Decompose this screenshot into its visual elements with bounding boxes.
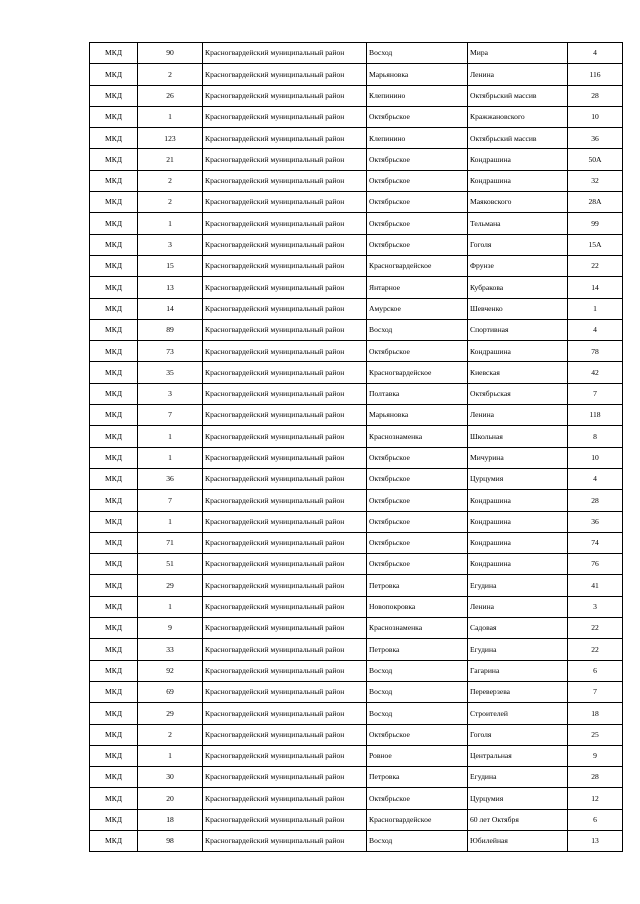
table-row — [90, 341, 623, 362]
settlement-cell: Октябрьское — [367, 511, 468, 532]
settlement-cell: Петровка — [367, 639, 468, 660]
table-row — [90, 447, 623, 468]
district-cell: Красногвардейский муниципальный район — [203, 788, 367, 809]
object-type-cell: МКД — [90, 405, 138, 426]
district-cell: Красногвардейский муниципальный район — [203, 575, 367, 596]
house-number-cell: 4 — [568, 468, 623, 489]
table-row — [90, 724, 623, 745]
object-type-cell: МКД — [90, 170, 138, 191]
settlement-cell: Октябрьское — [367, 447, 468, 468]
number-cell: 35 — [138, 362, 203, 383]
settlement-cell: Восход — [367, 319, 468, 340]
settlement-cell: Октябрьское — [367, 490, 468, 511]
street-cell: Тельмана — [468, 213, 568, 234]
settlement-cell: Ровное — [367, 745, 468, 766]
house-number-cell: 28А — [568, 192, 623, 213]
object-type-cell: МКД — [90, 128, 138, 149]
house-number-cell: 25 — [568, 724, 623, 745]
district-cell: Красногвардейский муниципальный район — [203, 170, 367, 191]
number-cell: 21 — [138, 149, 203, 170]
settlement-cell: Марьяновка — [367, 405, 468, 426]
number-cell: 36 — [138, 468, 203, 489]
number-cell: 90 — [138, 43, 203, 64]
object-type-cell: МКД — [90, 511, 138, 532]
object-type-cell: МКД — [90, 532, 138, 553]
house-number-cell: 76 — [568, 554, 623, 575]
house-number-cell: 99 — [568, 213, 623, 234]
object-type-cell: МКД — [90, 618, 138, 639]
house-number-cell: 14 — [568, 277, 623, 298]
street-cell: Кондрашина — [468, 149, 568, 170]
street-cell: Цурцумия — [468, 468, 568, 489]
district-cell: Красногвардейский муниципальный район — [203, 554, 367, 575]
object-type-cell: МКД — [90, 490, 138, 511]
table-row — [90, 234, 623, 255]
number-cell: 29 — [138, 575, 203, 596]
number-cell: 26 — [138, 85, 203, 106]
street-cell: Кондрашина — [468, 170, 568, 191]
settlement-cell: Марьяновка — [367, 64, 468, 85]
street-cell: Егудина — [468, 575, 568, 596]
settlement-cell: Октябрьское — [367, 213, 468, 234]
object-type-cell: МКД — [90, 575, 138, 596]
object-type-cell: МКД — [90, 447, 138, 468]
number-cell: 123 — [138, 128, 203, 149]
number-cell: 18 — [138, 809, 203, 830]
house-number-cell: 13 — [568, 830, 623, 851]
number-cell: 98 — [138, 830, 203, 851]
object-type-cell: МКД — [90, 64, 138, 85]
table-row — [90, 809, 623, 830]
house-number-cell: 36 — [568, 128, 623, 149]
house-number-cell: 28 — [568, 490, 623, 511]
number-cell: 1 — [138, 106, 203, 127]
object-type-cell: МКД — [90, 660, 138, 681]
district-cell: Красногвардейский муниципальный район — [203, 85, 367, 106]
settlement-cell: Восход — [367, 830, 468, 851]
address-table — [89, 42, 623, 852]
settlement-cell: Октябрьское — [367, 234, 468, 255]
settlement-cell: Новопокровка — [367, 596, 468, 617]
number-cell: 1 — [138, 447, 203, 468]
street-cell: Фрунзе — [468, 255, 568, 276]
district-cell: Красногвардейский муниципальный район — [203, 213, 367, 234]
table-row — [90, 767, 623, 788]
table-row — [90, 745, 623, 766]
number-cell: 69 — [138, 681, 203, 702]
table-row — [90, 106, 623, 127]
district-cell: Красногвардейский муниципальный район — [203, 192, 367, 213]
street-cell: Ленина — [468, 405, 568, 426]
number-cell: 1 — [138, 213, 203, 234]
table-row — [90, 170, 623, 191]
settlement-cell: Красногвардейское — [367, 362, 468, 383]
street-cell: Егудина — [468, 767, 568, 788]
table-row — [90, 405, 623, 426]
house-number-cell: 4 — [568, 43, 623, 64]
district-cell: Красногвардейский муниципальный район — [203, 319, 367, 340]
settlement-cell: Красногвардейское — [367, 809, 468, 830]
house-number-cell: 18 — [568, 703, 623, 724]
house-number-cell: 32 — [568, 170, 623, 191]
settlement-cell: Октябрьское — [367, 106, 468, 127]
number-cell: 73 — [138, 341, 203, 362]
table-row — [90, 575, 623, 596]
settlement-cell: Клепинино — [367, 85, 468, 106]
settlement-cell: Петровка — [367, 575, 468, 596]
house-number-cell: 8 — [568, 426, 623, 447]
house-number-cell: 22 — [568, 639, 623, 660]
object-type-cell: МКД — [90, 149, 138, 170]
district-cell: Красногвардейский муниципальный район — [203, 468, 367, 489]
settlement-cell: Октябрьское — [367, 724, 468, 745]
settlement-cell: Октябрьское — [367, 192, 468, 213]
number-cell: 1 — [138, 745, 203, 766]
object-type-cell: МКД — [90, 554, 138, 575]
street-cell: Юбилейная — [468, 830, 568, 851]
house-number-cell: 7 — [568, 681, 623, 702]
house-number-cell: 74 — [568, 532, 623, 553]
object-type-cell: МКД — [90, 383, 138, 404]
table-row — [90, 213, 623, 234]
street-cell: Спортивная — [468, 319, 568, 340]
object-type-cell: МКД — [90, 788, 138, 809]
number-cell: 14 — [138, 298, 203, 319]
number-cell: 3 — [138, 234, 203, 255]
object-type-cell: МКД — [90, 192, 138, 213]
street-cell: Гоголя — [468, 724, 568, 745]
number-cell: 13 — [138, 277, 203, 298]
house-number-cell: 3 — [568, 596, 623, 617]
table-row — [90, 554, 623, 575]
district-cell: Красногвардейский муниципальный район — [203, 255, 367, 276]
house-number-cell: 36 — [568, 511, 623, 532]
object-type-cell: МКД — [90, 341, 138, 362]
district-cell: Красногвардейский муниципальный район — [203, 511, 367, 532]
street-cell: Октябрьский массив — [468, 128, 568, 149]
street-cell: Кражжановского — [468, 106, 568, 127]
settlement-cell: Клепинино — [367, 128, 468, 149]
settlement-cell: Амурское — [367, 298, 468, 319]
district-cell: Красногвардейский муниципальный район — [203, 745, 367, 766]
table-row — [90, 149, 623, 170]
table-row — [90, 383, 623, 404]
table-row — [90, 255, 623, 276]
table-row — [90, 43, 623, 64]
house-number-cell: 41 — [568, 575, 623, 596]
table-row — [90, 64, 623, 85]
table-row — [90, 532, 623, 553]
object-type-cell: МКД — [90, 639, 138, 660]
number-cell: 2 — [138, 192, 203, 213]
settlement-cell: Октябрьское — [367, 468, 468, 489]
street-cell: Кондрашина — [468, 554, 568, 575]
table-row — [90, 298, 623, 319]
house-number-cell: 28 — [568, 767, 623, 788]
table-row — [90, 426, 623, 447]
street-cell: Кондрашина — [468, 511, 568, 532]
district-cell: Красногвардейский муниципальный район — [203, 830, 367, 851]
district-cell: Красногвардейский муниципальный район — [203, 426, 367, 447]
district-cell: Красногвардейский муниципальный район — [203, 490, 367, 511]
table-row — [90, 639, 623, 660]
object-type-cell: МКД — [90, 85, 138, 106]
district-cell: Красногвардейский муниципальный район — [203, 43, 367, 64]
house-number-cell: 12 — [568, 788, 623, 809]
district-cell: Красногвардейский муниципальный район — [203, 596, 367, 617]
street-cell: Кубракова — [468, 277, 568, 298]
table-row — [90, 703, 623, 724]
number-cell: 1 — [138, 596, 203, 617]
object-type-cell: МКД — [90, 277, 138, 298]
object-type-cell: МКД — [90, 298, 138, 319]
object-type-cell: МКД — [90, 319, 138, 340]
street-cell: Егудина — [468, 639, 568, 660]
number-cell: 2 — [138, 170, 203, 191]
address-table-body — [90, 43, 623, 852]
table-row — [90, 468, 623, 489]
street-cell: Гагарина — [468, 660, 568, 681]
street-cell: Мира — [468, 43, 568, 64]
district-cell: Красногвардейский муниципальный район — [203, 724, 367, 745]
district-cell: Красногвардейский муниципальный район — [203, 298, 367, 319]
district-cell: Красногвардейский муниципальный район — [203, 405, 367, 426]
number-cell: 1 — [138, 511, 203, 532]
street-cell: Октябрьская — [468, 383, 568, 404]
object-type-cell: МКД — [90, 234, 138, 255]
settlement-cell: Краснознаменка — [367, 618, 468, 639]
district-cell: Красногвардейский муниципальный район — [203, 277, 367, 298]
street-cell: Кондрашина — [468, 341, 568, 362]
settlement-cell: Петровка — [367, 767, 468, 788]
district-cell: Красногвардейский муниципальный район — [203, 660, 367, 681]
street-cell: Гоголя — [468, 234, 568, 255]
street-cell: Маяковского — [468, 192, 568, 213]
settlement-cell: Октябрьское — [367, 788, 468, 809]
object-type-cell: МКД — [90, 767, 138, 788]
house-number-cell: 6 — [568, 660, 623, 681]
number-cell: 7 — [138, 490, 203, 511]
table-row — [90, 788, 623, 809]
settlement-cell: Октябрьское — [367, 149, 468, 170]
house-number-cell: 6 — [568, 809, 623, 830]
number-cell: 7 — [138, 405, 203, 426]
object-type-cell: МКД — [90, 468, 138, 489]
object-type-cell: МКД — [90, 43, 138, 64]
street-cell: Шевченко — [468, 298, 568, 319]
house-number-cell: 42 — [568, 362, 623, 383]
settlement-cell: Октябрьское — [367, 554, 468, 575]
house-number-cell: 116 — [568, 64, 623, 85]
district-cell: Красногвардейский муниципальный район — [203, 362, 367, 383]
table-row — [90, 660, 623, 681]
street-cell: Октябрьский массив — [468, 85, 568, 106]
district-cell: Красногвардейский муниципальный район — [203, 383, 367, 404]
district-cell: Красногвардейский муниципальный район — [203, 64, 367, 85]
settlement-cell: Янтарное — [367, 277, 468, 298]
settlement-cell: Красногвардейское — [367, 255, 468, 276]
street-cell: 60 лет Октября — [468, 809, 568, 830]
street-cell: Кондрашина — [468, 490, 568, 511]
table-row — [90, 192, 623, 213]
district-cell: Красногвардейский муниципальный район — [203, 149, 367, 170]
object-type-cell: МКД — [90, 106, 138, 127]
settlement-cell: Восход — [367, 43, 468, 64]
district-cell: Красногвардейский муниципальный район — [203, 681, 367, 702]
number-cell: 33 — [138, 639, 203, 660]
number-cell: 20 — [138, 788, 203, 809]
object-type-cell: МКД — [90, 213, 138, 234]
district-cell: Красногвардейский муниципальный район — [203, 703, 367, 724]
table-row — [90, 277, 623, 298]
table-row — [90, 319, 623, 340]
district-cell: Красногвардейский муниципальный район — [203, 341, 367, 362]
table-row — [90, 681, 623, 702]
settlement-cell: Краснознаменка — [367, 426, 468, 447]
house-number-cell: 118 — [568, 405, 623, 426]
table-row — [90, 618, 623, 639]
house-number-cell: 15А — [568, 234, 623, 255]
district-cell: Красногвардейский муниципальный район — [203, 767, 367, 788]
settlement-cell: Восход — [367, 703, 468, 724]
number-cell: 2 — [138, 64, 203, 85]
district-cell: Красногвардейский муниципальный район — [203, 106, 367, 127]
house-number-cell: 1 — [568, 298, 623, 319]
district-cell: Красногвардейский муниципальный район — [203, 618, 367, 639]
number-cell: 3 — [138, 383, 203, 404]
house-number-cell: 10 — [568, 447, 623, 468]
number-cell: 30 — [138, 767, 203, 788]
table-row — [90, 362, 623, 383]
number-cell: 89 — [138, 319, 203, 340]
object-type-cell: МКД — [90, 724, 138, 745]
number-cell: 1 — [138, 426, 203, 447]
district-cell: Красногвардейский муниципальный район — [203, 447, 367, 468]
house-number-cell: 9 — [568, 745, 623, 766]
street-cell: Центральная — [468, 745, 568, 766]
house-number-cell: 22 — [568, 255, 623, 276]
street-cell: Мичурина — [468, 447, 568, 468]
district-cell: Красногвардейский муниципальный район — [203, 532, 367, 553]
table-row — [90, 830, 623, 851]
settlement-cell: Восход — [367, 681, 468, 702]
street-cell: Переверзева — [468, 681, 568, 702]
object-type-cell: МКД — [90, 745, 138, 766]
district-cell: Красногвардейский муниципальный район — [203, 234, 367, 255]
street-cell: Садовая — [468, 618, 568, 639]
number-cell: 51 — [138, 554, 203, 575]
settlement-cell: Октябрьское — [367, 170, 468, 191]
house-number-cell: 50А — [568, 149, 623, 170]
house-number-cell: 10 — [568, 106, 623, 127]
street-cell: Кондрашина — [468, 532, 568, 553]
street-cell: Ленина — [468, 596, 568, 617]
settlement-cell: Полтавка — [367, 383, 468, 404]
house-number-cell: 22 — [568, 618, 623, 639]
street-cell: Цурцумия — [468, 788, 568, 809]
street-cell: Строителей — [468, 703, 568, 724]
house-number-cell: 78 — [568, 341, 623, 362]
object-type-cell: МКД — [90, 830, 138, 851]
street-cell: Ленина — [468, 64, 568, 85]
number-cell: 9 — [138, 618, 203, 639]
object-type-cell: МКД — [90, 362, 138, 383]
district-cell: Красногвардейский муниципальный район — [203, 809, 367, 830]
number-cell: 2 — [138, 724, 203, 745]
district-cell: Красногвардейский муниципальный район — [203, 639, 367, 660]
settlement-cell: Октябрьское — [367, 341, 468, 362]
number-cell: 29 — [138, 703, 203, 724]
object-type-cell: МКД — [90, 809, 138, 830]
settlement-cell: Восход — [367, 660, 468, 681]
street-cell: Школьная — [468, 426, 568, 447]
house-number-cell: 28 — [568, 85, 623, 106]
district-cell: Красногвардейский муниципальный район — [203, 128, 367, 149]
number-cell: 15 — [138, 255, 203, 276]
street-cell: Киевская — [468, 362, 568, 383]
house-number-cell: 4 — [568, 319, 623, 340]
house-number-cell: 7 — [568, 383, 623, 404]
object-type-cell: МКД — [90, 681, 138, 702]
object-type-cell: МКД — [90, 426, 138, 447]
object-type-cell: МКД — [90, 596, 138, 617]
settlement-cell: Октябрьское — [367, 532, 468, 553]
object-type-cell: МКД — [90, 703, 138, 724]
object-type-cell: МКД — [90, 255, 138, 276]
table-row — [90, 511, 623, 532]
table-row — [90, 85, 623, 106]
table-row — [90, 128, 623, 149]
table-row — [90, 596, 623, 617]
number-cell: 71 — [138, 532, 203, 553]
table-row — [90, 490, 623, 511]
number-cell: 92 — [138, 660, 203, 681]
